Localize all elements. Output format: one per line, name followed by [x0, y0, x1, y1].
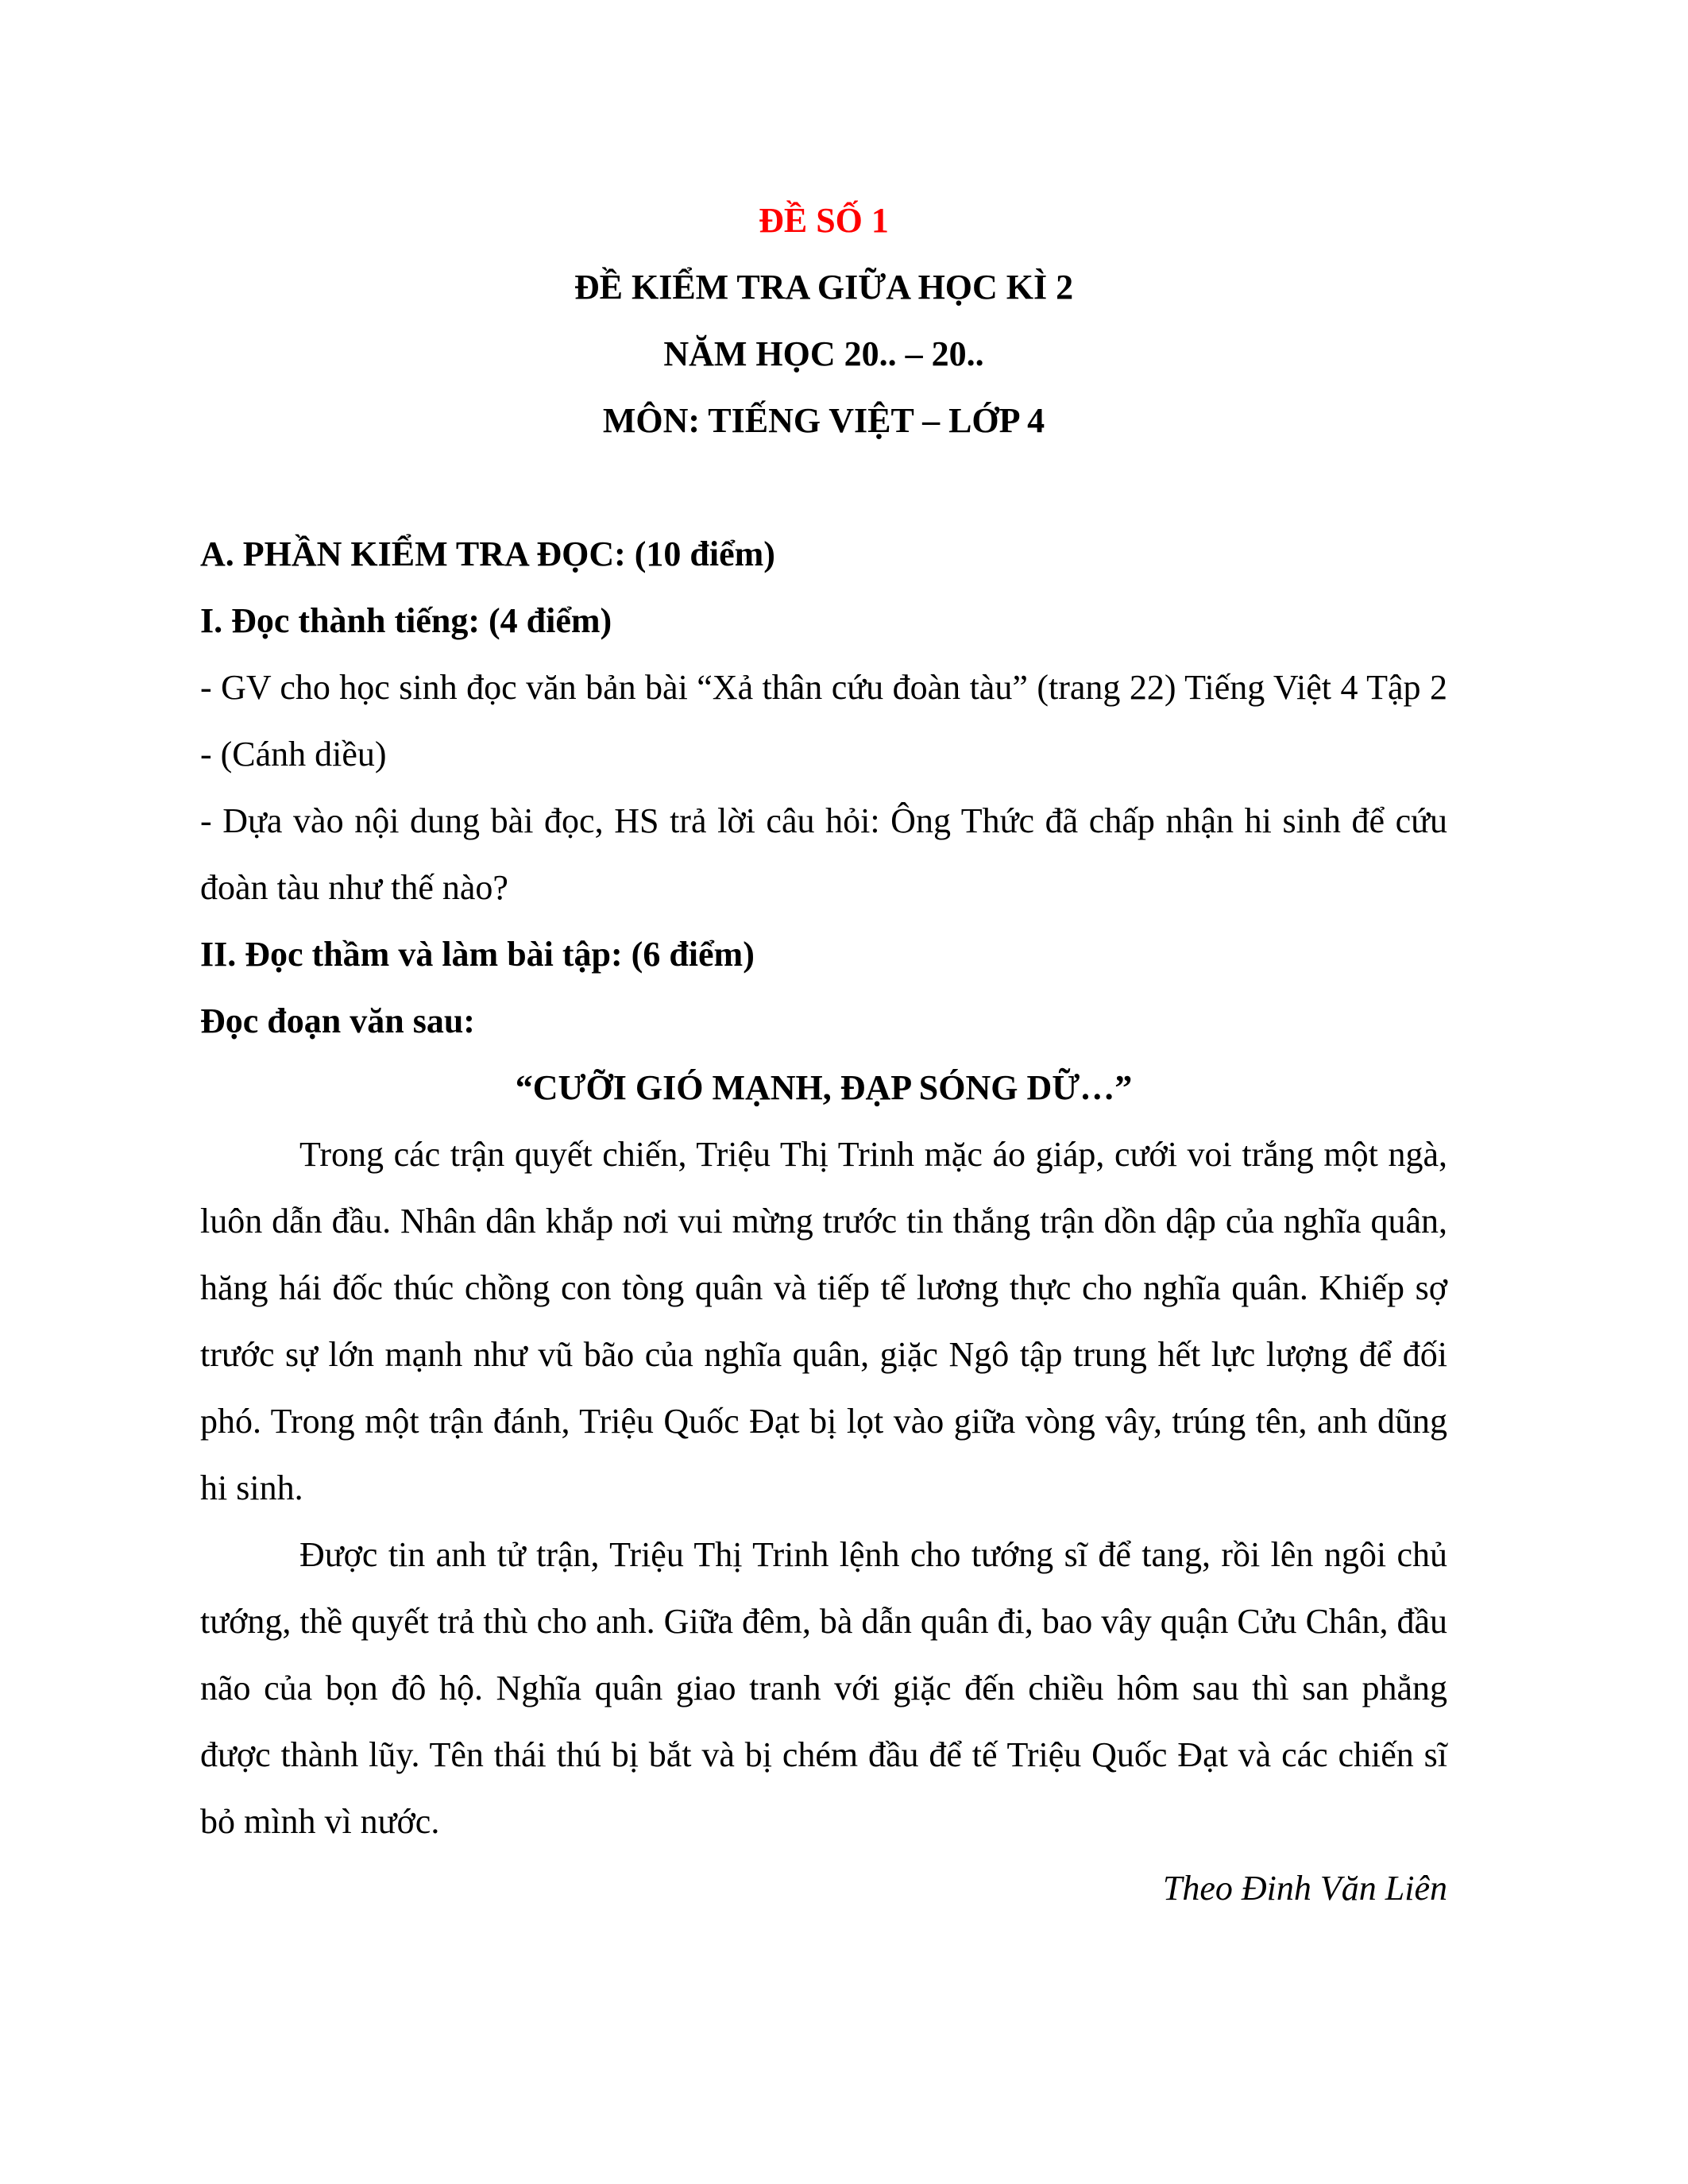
reading-instruction: Đọc đoạn văn sau:	[200, 1001, 475, 1040]
passage-title: “CƯỠI GIÓ MẠNH, ĐẠP SÓNG DỮ…”	[515, 1068, 1133, 1107]
passage-paragraph-1: Trong các trận quyết chiến, Triệu Thị Trinh mặc áo giáp, cưới voi trắng một ngà, luôn dẫn đầu. Nhân dân khắp nơi vui mừng trước tin thắng trận dồn dập của nghĩa quân, hăng hái đốc thúc chồng con tòng quân và tiếp tế lương thực cho nghĩa quân. Khiếp sợ trước sự lớn mạnh như vũ bão của nghĩa quân, giặc Ngô tập trung hết lực lượng để đối phó. Trong một trận đánh, Triệu Quốc Đạt bị lọt vào giữa vòng vây, trúng tên, anh dũng hi sinh.	[200, 1135, 1447, 1507]
exam-number: ĐỀ SỐ 1	[759, 201, 889, 240]
passage-source: Theo Đinh Văn Liên	[1162, 1869, 1447, 1908]
exam-title: ĐỀ KIỂM TRA GIỮA HỌC KÌ 2	[574, 268, 1074, 307]
school-year: NĂM HỌC 20.. – 20..	[663, 334, 984, 373]
part-2-title: II. Đọc thầm và làm bài tập: (6 điểm)	[200, 935, 755, 974]
part-1-line-1: - GV cho học sinh đọc văn bản bài “Xả thân cứu đoàn tàu” (trang 22) Tiếng Việt 4 Tập 2 - (Cánh diều)	[200, 668, 1447, 774]
part-1-title: I. Đọc thành tiếng: (4 điểm)	[200, 601, 612, 640]
section-a-title: A. PHẦN KIỂM TRA ĐỌC: (10 điểm)	[200, 534, 775, 573]
exam-header	[200, 187, 1447, 454]
part-1-line-2: - Dựa vào nội dung bài đọc, HS trả lời câu hỏi: Ông Thức đã chấp nhận hi sinh để cứu đoàn tàu như thế nào?	[200, 801, 1447, 907]
document-content	[200, 187, 1447, 1922]
passage-paragraph-2: Được tin anh tử trận, Triệu Thị Trinh lệnh cho tướng sĩ để tang, rồi lên ngôi chủ tướng, thề quyết trả thù cho anh. Giữa đêm, bà dẫn quân đi, bao vây quận Cửu Chân, đầu não của bọn đô hộ. Nghĩa quân giao tranh với giặc đến chiều hôm sau thì san phẳng được thành lũy. Tên thái thú bị bắt và bị chém đầu để tế Triệu Quốc Đạt và các chiến sĩ bỏ mình vì nước.	[200, 1535, 1447, 1841]
subject-title: MÔN: TIẾNG VIỆT – LỚP 4	[602, 401, 1045, 440]
